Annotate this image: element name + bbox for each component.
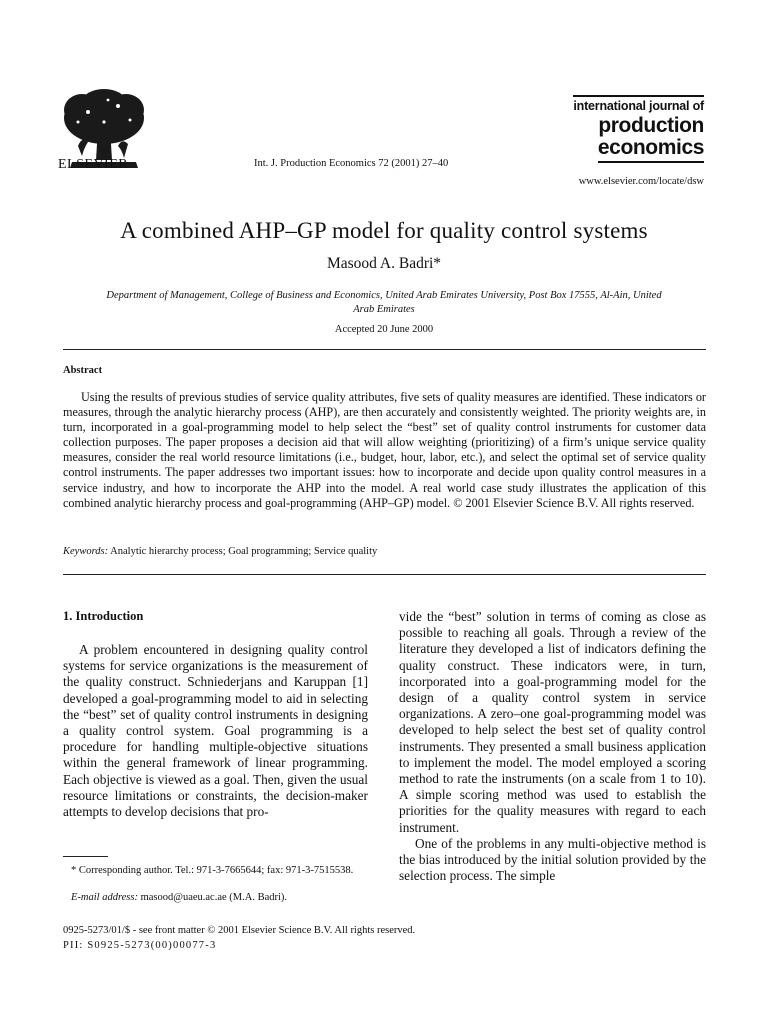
publisher-name: ELSEVIER — [58, 157, 129, 172]
journal-url[interactable]: www.elsevier.com/locate/dsw — [578, 176, 704, 187]
journal-brand-line1: international journal of — [573, 95, 704, 113]
section-heading-introduction: 1. Introduction — [63, 609, 144, 623]
pii-line: PII: S0925-5273(00)00077-3 — [63, 940, 217, 951]
journal-brand — [474, 95, 704, 163]
journal-brand-line2: production — [598, 114, 704, 137]
accepted-date: Accepted 20 June 2000 — [334, 324, 434, 335]
footnote-email — [63, 892, 368, 903]
intro-col2-paragraph-2: One of the problems in any multi-objective method is the bias introduced by the initial solution provided by the selection process. The simple — [399, 835, 706, 884]
divider-top — [63, 349, 706, 350]
article-author: Masood A. Badri* — [326, 255, 442, 272]
intro-col2-paragraph-1: vide the “best” solution in terms of coming as close as possible to reaching all goals. Through a review of the literature they developed a list of indicators defining the quality construct. These indicators were, in turn, incorporated into a goal-programming model for the design of a quality control system in service organizations. A zero–one goal-programming model was developed to help select the best set of quality control instruments. They presented a small business application to implement the model. The model employed a scoring method to rate the instruments (on a scale from 1 to 10). A simple scoring method was used to establish the priorities for the quality measures with regard to each instrument. — [399, 609, 706, 835]
keywords-label: Keywords: — [63, 546, 109, 557]
author-affiliation: Department of Management, College of Business and Economics, United Arab Emirates University, Post Box 17555, Al-Ain, United Arab Emirates — [106, 290, 662, 315]
article-title: A combined AHP–GP model for quality control systems — [120, 218, 648, 243]
abstract-body: Using the results of previous studies of service quality attributes, five sets of quality measures are identified. These indicators or measures, through the analytic hierarchy process (AHP), are then accurately and consistently weighted. The priority weights are, in turn, incorporated in a goal-programming model to help select the “best” set of quality control instruments for customer data collection purposes. The paper proposes a decision aid that will allow weighting (prioritizing) of a firm’s unique service quality measures, consider the real world resource limitations (i.e., budget, hour, labor, etc.), and select the optimal set of service quality control instruments. The paper addresses two important issues: how to incorporate and decide upon quality control measures in a service industry, and how to incorporate the AHP into the model. A real world case study illustrates the application of this combined analytic hierarchy process and goal-programming (AHP–GP) model. © 2001 Elsevier Science B.V. All rights reserved. — [63, 390, 706, 510]
journal-citation: Int. J. Production Economics 72 (2001) 27–40 — [254, 158, 449, 169]
issn-line: 0925-5273/01/$ - see front matter © 2001 Elsevier Science B.V. All rights reserved. — [63, 925, 416, 936]
email-value[interactable]: masood@uaeu.ac.ae (M.A. Badri). — [140, 892, 288, 903]
email-label: E-mail address: — [71, 892, 138, 903]
abstract-heading: Abstract — [63, 365, 103, 376]
intro-column-1: A problem encountered in designing quality control systems for service organizations is the measurement of the quality construct. Schniederjans and Karuppan [1] developed a goal-programming model to aid in selecting the “best” set of quality control instruments in designing a quality control system. Goal programming is a procedure for handling multiple-objective situations within the general framework of linear programming. Each objective is viewed as a goal. Then, given the usual resource limitations or constraints, the decision-maker attempts to develop decisions that pro- — [63, 642, 368, 820]
journal-brand-line3: economics — [598, 137, 704, 163]
footnote-rule — [63, 856, 108, 857]
keywords-text: Analytic hierarchy process; Goal programming; Service quality — [110, 546, 378, 557]
footnote-corresponding-author: * Corresponding author. Tel.: 971-3-7665644; fax: 971-3-7515538. — [71, 865, 354, 876]
keywords — [63, 546, 377, 557]
divider-bottom — [63, 574, 706, 575]
intro-column-2 — [399, 609, 706, 884]
